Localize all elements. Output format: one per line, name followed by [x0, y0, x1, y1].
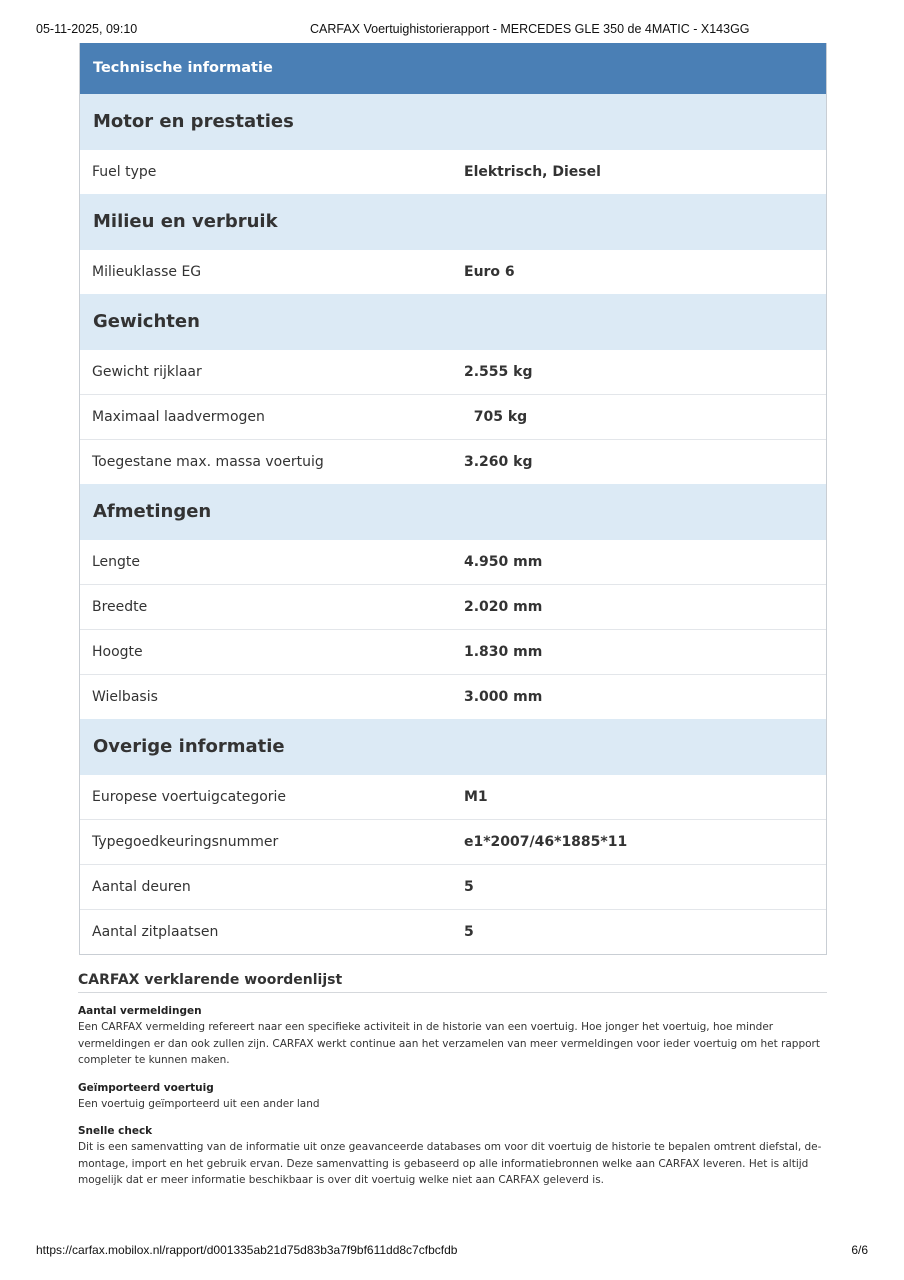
section-heading-gewichten: Gewichten: [80, 294, 826, 350]
table-row: [80, 584, 826, 629]
glossary-term: Geïmporteerd voertuig: [78, 1081, 214, 1094]
table-row: [80, 819, 826, 864]
technical-info-header: Technische informatie: [80, 43, 826, 94]
glossary-definition: Dit is een samenvatting van de informatie uit onze geavanceerde databases om voor dit voertuig de historie te bepalen omtrent diefstal, de-montage, import en het gebruik ervan. Deze samenvatting is gebaseerd op alle informatiebronnen welke aan CARFAX leveren. Het is altijd mogelijk dat er meer informatie beschikbaar is over dit voertuig welke niet aan CARFAX geleverd is.: [78, 1141, 822, 1186]
glossary: [78, 972, 827, 1200]
row-value: M1: [464, 789, 488, 805]
table-row: [80, 350, 826, 394]
technical-info-table: [79, 43, 827, 955]
glossary-definition: Een CARFAX vermelding refereert naar een specifieke activiteit in de historie van een voertuig. Hoe jonger het voertuig, hoe minder vermeldingen er dan ook zullen zijn. CARFAX werkt continue aan het verzamelen van meer vermeldingen voor ieder voertuig om het rapport completer te kunnen maken.: [78, 1021, 820, 1066]
row-value: 5: [464, 879, 474, 895]
row-label: Hoogte: [92, 644, 143, 660]
row-label: Wielbasis: [92, 689, 158, 705]
glossary-definition: Een voertuig geïmporteerd uit een ander land: [78, 1097, 320, 1110]
row-value: 1.830 mm: [464, 644, 543, 660]
page-number: 6/6: [851, 1243, 868, 1257]
print-header: [36, 22, 868, 38]
row-value: 5: [464, 924, 474, 940]
glossary-item: [78, 1123, 827, 1189]
section-heading-milieu: Milieu en verbruik: [80, 194, 826, 250]
row-value: e1*2007/46*1885*11: [464, 834, 628, 850]
row-label: Europese voertuigcategorie: [92, 789, 287, 805]
section-heading-afmetingen: Afmetingen: [80, 484, 826, 540]
row-label: Aantal zitplaatsen: [92, 924, 219, 940]
row-value: 2.020 mm: [464, 599, 543, 615]
table-row: [80, 439, 826, 484]
glossary-item: [78, 1080, 827, 1113]
table-row: [80, 540, 826, 584]
row-value: 3.260 kg: [464, 454, 533, 470]
table-row: [80, 909, 826, 954]
row-value: Elektrisch, Diesel: [464, 164, 601, 180]
row-label: Maximaal laadvermogen: [92, 409, 265, 425]
table-row: [80, 250, 826, 294]
row-value: 705 kg: [464, 409, 528, 425]
row-value: 4.950 mm: [464, 554, 543, 570]
table-row: [80, 775, 826, 819]
print-date: 05-11-2025, 09:10: [36, 22, 138, 36]
row-label: Toegestane max. massa voertuig: [92, 454, 324, 470]
table-row: [80, 394, 826, 439]
row-label: Breedte: [92, 599, 148, 615]
row-value: 3.000 mm: [464, 689, 543, 705]
section-heading-motor: Motor en prestaties: [80, 94, 826, 150]
row-label: Typegoedkeuringsnummer: [92, 834, 279, 850]
table-row: [80, 864, 826, 909]
glossary-term: Aantal vermeldingen: [78, 1005, 202, 1017]
row-label: Fuel type: [92, 164, 157, 180]
row-label: Aantal deuren: [92, 879, 191, 895]
print-url: https://carfax.mobilox.nl/rapport/d001335ab21d75d83b3a7f9bf611dd8c7cfbcfdb: [36, 1243, 458, 1257]
row-label: Lengte: [92, 554, 141, 570]
row-value: Euro 6: [464, 264, 515, 280]
section-heading-overige: Overige informatie: [80, 719, 826, 775]
glossary-term: Snelle check: [78, 1125, 153, 1137]
print-document-title: CARFAX Voertuighistorierapport - MERCEDES GLE 350 de 4MATIC - X143GG: [310, 22, 750, 36]
glossary-title: CARFAX verklarende woordenlijst: [78, 972, 827, 993]
table-row: [80, 629, 826, 674]
row-label: Milieuklasse EG: [92, 264, 202, 280]
row-value: 2.555 kg: [464, 364, 533, 380]
row-label: Gewicht rijklaar: [92, 364, 202, 380]
table-row: [80, 674, 826, 719]
glossary-item: [78, 1003, 827, 1069]
table-row: [80, 150, 826, 194]
